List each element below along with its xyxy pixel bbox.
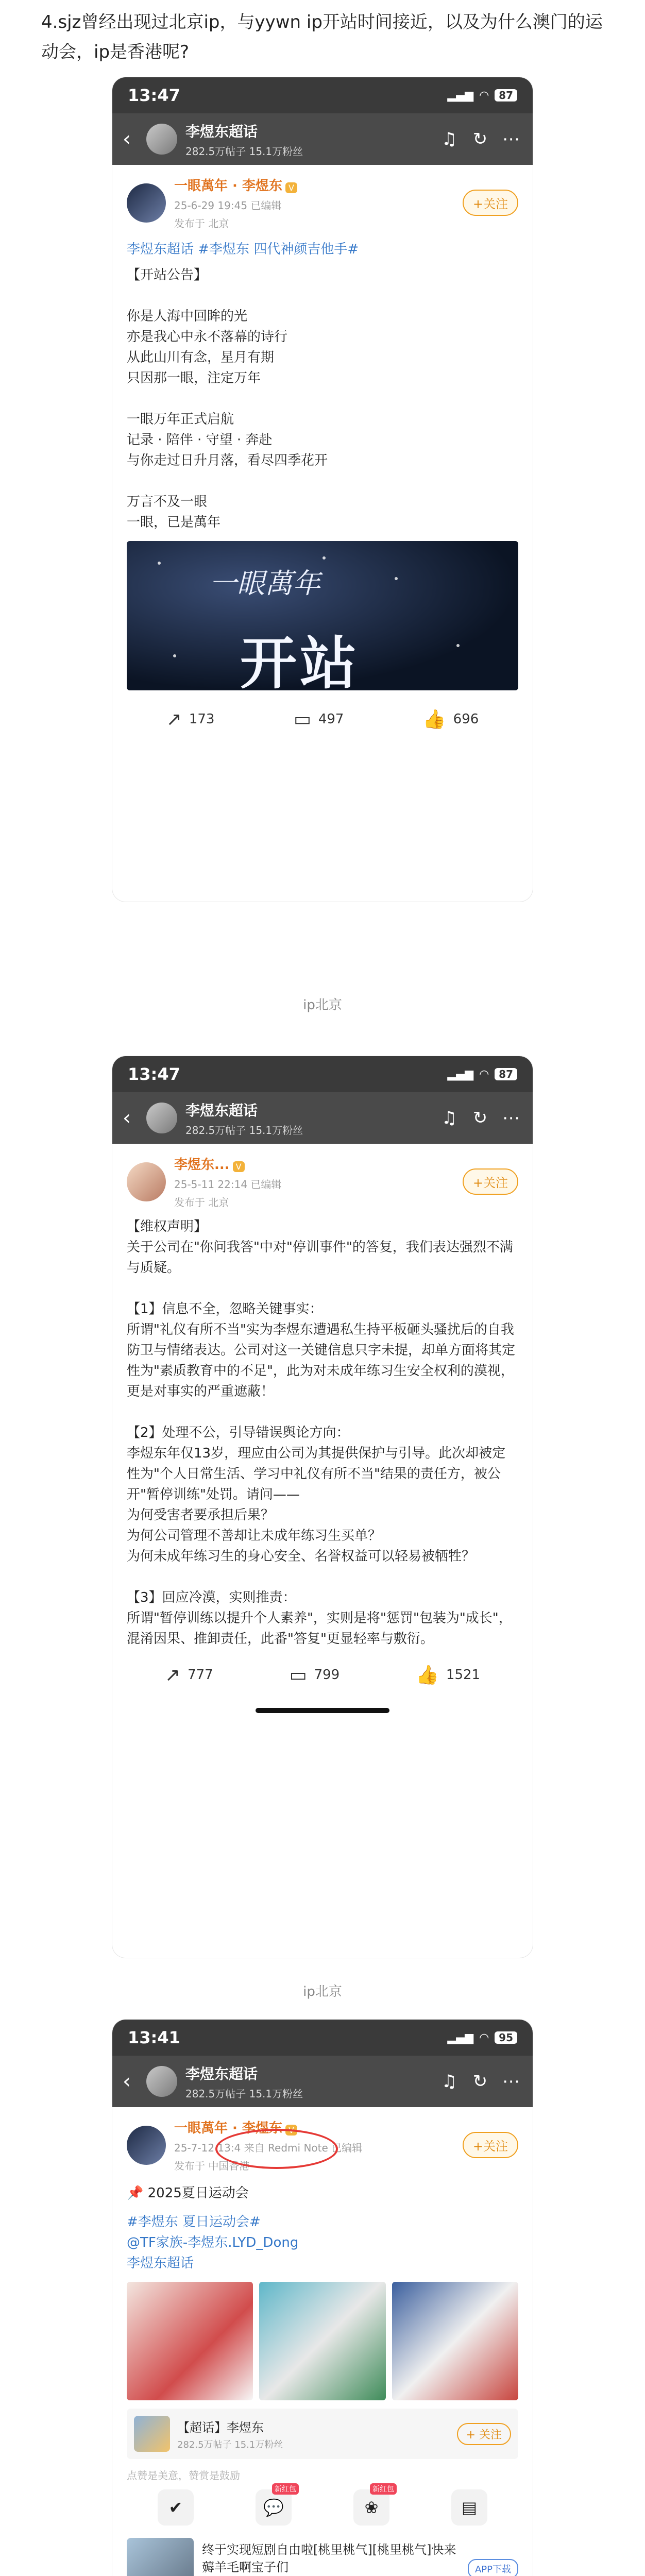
post-image-1[interactable] bbox=[127, 2282, 253, 2400]
back-icon[interactable]: ‹ bbox=[123, 127, 131, 151]
post-image-3[interactable] bbox=[392, 2282, 518, 2400]
user-name[interactable]: 李煜东... bbox=[174, 1157, 230, 1173]
intro-text: 4.sjz曾经出现过北京ip，与yywn ip开站时间接近，以及为什么澳门的运动会，ip是香港呢? bbox=[41, 12, 603, 62]
user-avatar[interactable] bbox=[127, 1162, 166, 1201]
refresh-icon[interactable]: ↻ bbox=[472, 129, 488, 149]
status-bar bbox=[112, 77, 533, 113]
vip-badge: V bbox=[285, 182, 297, 193]
app-download-button[interactable]: APP下载 bbox=[468, 2559, 518, 2576]
signal-icon: ▂▄▆ bbox=[447, 2031, 474, 2044]
status-bar bbox=[112, 1056, 533, 1092]
post-time: 25-6-29 19:45 已编辑 bbox=[174, 199, 282, 212]
like-count: 696 bbox=[453, 711, 479, 727]
super-topic-header bbox=[112, 113, 533, 165]
screenshot-2 bbox=[112, 1056, 533, 1958]
red-highlight-circle bbox=[215, 2129, 338, 2169]
refresh-icon[interactable]: ↻ bbox=[472, 1108, 488, 1128]
like-button[interactable] bbox=[423, 708, 479, 730]
more-icon[interactable]: ⋯ bbox=[502, 2071, 520, 2092]
post-image[interactable] bbox=[127, 541, 518, 690]
comment-icon: ▭ bbox=[293, 708, 311, 730]
more-icon[interactable]: ⋯ bbox=[502, 1108, 520, 1128]
gift-icon: ❀ bbox=[364, 2498, 379, 2517]
user-avatar[interactable] bbox=[127, 2126, 166, 2165]
action-bar bbox=[127, 699, 518, 740]
action-bar bbox=[127, 1654, 518, 1696]
share-icon: ↗ bbox=[164, 1664, 181, 1686]
post-device: 来自 Redmi Note bbox=[244, 2142, 328, 2154]
comment-button[interactable] bbox=[290, 1665, 340, 1686]
battery-level: 95 bbox=[495, 2031, 517, 2044]
ip-caption-2: ip北京 bbox=[303, 1984, 342, 1999]
topic-stats: 282.5万帖子 15.1万粉丝 bbox=[185, 1124, 303, 1137]
topic-name: 李煜东超话 bbox=[185, 1101, 258, 1119]
post-location: 发布于 北京 bbox=[174, 1196, 229, 1209]
wifi-icon: ◠ bbox=[480, 2031, 489, 2044]
chat-button[interactable] bbox=[256, 2485, 296, 2526]
topic-name: 李煜东超话 bbox=[185, 123, 258, 140]
super-topic-stats: 282.5万帖子 15.1万粉丝 bbox=[177, 2439, 283, 2450]
share-button[interactable] bbox=[166, 709, 215, 730]
comment-count: 497 bbox=[318, 711, 344, 727]
post-edited: 已编辑 bbox=[331, 2142, 363, 2154]
post-location: 发布于 北京 bbox=[174, 217, 229, 230]
super-topic-header bbox=[112, 1092, 533, 1144]
v-icon: ✔ bbox=[168, 2498, 183, 2517]
music-icon[interactable]: ♫ bbox=[441, 1108, 457, 1128]
vip-badge: V bbox=[233, 1161, 245, 1172]
status-bar bbox=[112, 2020, 533, 2056]
topic-avatar bbox=[146, 1103, 177, 1133]
super-topic-card[interactable] bbox=[127, 2409, 518, 2459]
super-topic-follow-button[interactable]: + 关注 bbox=[457, 2423, 511, 2445]
share-count: 777 bbox=[188, 1667, 213, 1683]
follow-button[interactable]: +关注 bbox=[463, 1168, 518, 1195]
post-time: 25-7-12 13:4 bbox=[174, 2142, 241, 2154]
post-image-2[interactable] bbox=[259, 2282, 385, 2400]
post-card bbox=[112, 1144, 533, 1734]
like-icon: 👍 bbox=[422, 709, 446, 730]
post-card bbox=[112, 2107, 533, 2576]
share-count: 173 bbox=[189, 711, 215, 727]
post-body: 【维权声明】 关于公司在"你问我答"中对"停训事件"的答复，我们表达强烈不满与质疑。 【1】信息不全，忽略关键事实： 所谓"礼仪有所不当"实为李煜东遭遇私生持平板砸头骚扰后的自我防卫与情绪表达。公司对这一关键信息只字未提，却单方面将其定性为"素质教育中的不足"，此为对未成年练习生安全权利的漠视，更是对事实的严重遮蔽！ 【2】处理不公，引导错误舆论方向： 李煜东年仅13岁，理应由公司为其提供保护与引导。此次却被定性为"个人日常生活、学习中礼仪有所不当"结果的责任方，被公开"暂停训练"处罚。请问—— 为何受害者要承担后果？ 为何公司管理不善却让未成年练习生买单？ 为何未成年练习生的身心安全、名誉权益可以轻易被牺牲？ 【3】回应冷漠，实则推责： 所谓"暂停训练以提升个人素养"，实则是将"惩罚"包装为"成长"，混淆因果、推卸责任，此番"答复"更显轻率与敷衍。 bbox=[127, 1219, 516, 1647]
like-icon: 👍 bbox=[416, 1665, 439, 1686]
post-body: 【开站公告】 你是人海中回眸的光 亦是我心中永不落幕的诗行 从此山川有念，星月有期 只因那一眼，注定万年 一眼万年正式启航 记录 · 陪伴 · 守望 · 奔赴 与你走过日升月落，看尽四季花开 万言不及一眼 一眼，已是萬年 bbox=[127, 267, 328, 530]
like-button[interactable] bbox=[416, 1664, 480, 1686]
vip-badge: V bbox=[285, 2125, 297, 2136]
card-icon: ▤ bbox=[461, 2498, 478, 2517]
user-name[interactable]: 一眼萬年 · 李煜东 bbox=[174, 2121, 282, 2136]
topic-stats: 282.5万帖子 15.1万粉丝 bbox=[185, 145, 303, 158]
card-button[interactable] bbox=[451, 2489, 487, 2526]
wifi-icon: ◠ bbox=[480, 89, 489, 102]
follow-button[interactable]: +关注 bbox=[463, 2132, 518, 2158]
status-time: 13:47 bbox=[128, 86, 180, 105]
super-topic-header bbox=[112, 2056, 533, 2107]
follow-button[interactable]: +关注 bbox=[463, 190, 518, 216]
music-icon[interactable]: ♫ bbox=[441, 2071, 457, 2092]
like-count: 1521 bbox=[446, 1667, 481, 1683]
post-location: 发布于 中国香港 bbox=[174, 2160, 250, 2172]
signal-icon: ▂▄▆ bbox=[447, 1067, 474, 1081]
reward-note: 点赞是美意，赞赏是鼓励 bbox=[127, 2469, 240, 2482]
post-tags[interactable]: 李煜东超话 #李煜东 四代神颜吉他手# bbox=[127, 242, 359, 257]
post-tags[interactable]: #李煜东 夏日运动会# @TF家族-李煜东.LYD_Dong 李煜东超话 bbox=[127, 2214, 299, 2271]
ad-block[interactable] bbox=[127, 2538, 518, 2576]
topic-name: 李煜东超话 bbox=[185, 2065, 258, 2082]
poster-title: 一眼萬年 bbox=[209, 567, 320, 600]
user-name[interactable]: 一眼萬年 · 李煜东 bbox=[174, 178, 282, 194]
post-title: 📌 2025夏日运动会 bbox=[127, 2185, 249, 2201]
poster-subtitle: 开站 bbox=[240, 631, 360, 690]
new-tag: 新红包 bbox=[272, 2483, 299, 2495]
reaction-row bbox=[127, 2485, 518, 2526]
gift-button[interactable] bbox=[353, 2485, 394, 2526]
back-icon[interactable]: ‹ bbox=[123, 1106, 131, 1130]
comment-icon: ▭ bbox=[289, 1664, 307, 1686]
screenshot-1 bbox=[112, 77, 533, 902]
new-tag: 新红包 bbox=[370, 2483, 397, 2495]
wifi-icon: ◠ bbox=[480, 1067, 489, 1081]
post-time: 25-5-11 22:14 已编辑 bbox=[174, 1178, 282, 1191]
comment-count: 799 bbox=[314, 1667, 340, 1683]
refresh-icon[interactable]: ↻ bbox=[472, 2071, 488, 2092]
status-time: 13:47 bbox=[128, 1064, 180, 1084]
share-button[interactable] bbox=[165, 1665, 213, 1686]
super-topic-thumb bbox=[134, 2416, 170, 2452]
post-card bbox=[112, 165, 533, 750]
battery-level: 87 bbox=[495, 89, 517, 101]
music-icon[interactable]: ♫ bbox=[441, 129, 457, 149]
share-icon: ↗ bbox=[166, 708, 182, 730]
signal-icon: ▂▄▆ bbox=[447, 89, 474, 102]
super-topic-name: 【超话】李煜东 bbox=[177, 2420, 264, 2435]
status-time: 13:41 bbox=[128, 2028, 180, 2047]
ad-thumbnail bbox=[127, 2538, 194, 2576]
topic-avatar bbox=[146, 124, 177, 155]
ip-caption-1: ip北京 bbox=[303, 997, 342, 1013]
topic-stats: 282.5万帖子 15.1万粉丝 bbox=[185, 2087, 303, 2100]
post-images bbox=[127, 2282, 518, 2400]
home-indicator bbox=[256, 1708, 389, 1713]
comment-button[interactable] bbox=[294, 709, 344, 730]
back-icon[interactable]: ‹ bbox=[123, 2070, 131, 2093]
ad-text: 终于实现短剧自由啦[桃里桃气][桃里桃气]快来薅羊毛啊宝子们 bbox=[202, 2543, 456, 2574]
screenshot-3 bbox=[112, 2020, 533, 2576]
chat-icon: 💬 bbox=[263, 2498, 284, 2517]
more-icon[interactable]: ⋯ bbox=[502, 129, 520, 149]
reward-button[interactable] bbox=[158, 2489, 194, 2526]
user-avatar[interactable] bbox=[127, 183, 166, 223]
battery-level: 87 bbox=[495, 1068, 517, 1080]
topic-avatar bbox=[146, 2066, 177, 2097]
